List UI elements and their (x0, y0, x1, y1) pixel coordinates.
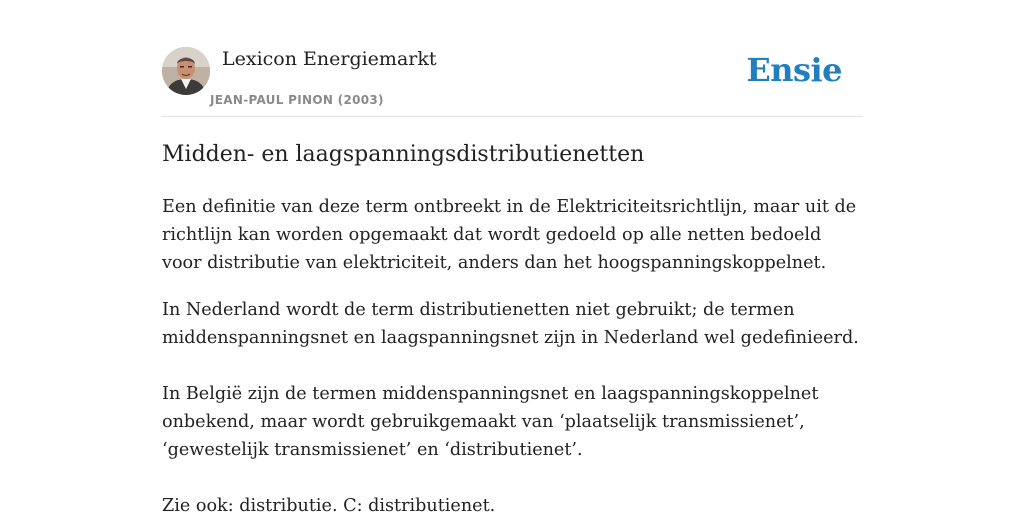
entry-paragraph-3: In België zijn de termen middenspanningsnet en laagspanningskoppelnet onbekend, maar wordt gebruikgemaakt van ‘plaatselijk transmissienet’, ‘gewestelijk transmissienet’ en ‘distributienet’. (162, 384, 819, 460)
entry-paragraph-1: Een definitie van deze term ontbreekt in de Elektriciteitsrichtlijn, maar uit de richtlijn kan worden opgemaakt dat wordt gedoeld op alle netten bedoeld voor distributie van elektriciteit, anders dan het hoogspanningskoppelnet. (162, 197, 857, 273)
entry-content (162, 139, 862, 512)
author-avatar[interactable] (162, 47, 210, 95)
author-portrait-icon (162, 47, 210, 95)
author-name[interactable]: JEAN-PAUL PINON (2003) (210, 93, 384, 107)
page-header (162, 44, 862, 117)
lexicon-title[interactable]: Lexicon Energiemarkt (222, 48, 437, 70)
entry-see-also: Zie ook: distributie. C: distributienet. (162, 496, 496, 512)
entry-title: Midden- en laagspanningsdistributienetten (162, 142, 645, 167)
entry-paragraph-2: In Nederland wordt de term distributienetten niet gebruikt; de termen middenspanningsnet en laagspanningsnet zijn in Nederland wel gedefinieerd. (162, 300, 859, 348)
brand-logo[interactable]: Ensie (746, 51, 842, 89)
